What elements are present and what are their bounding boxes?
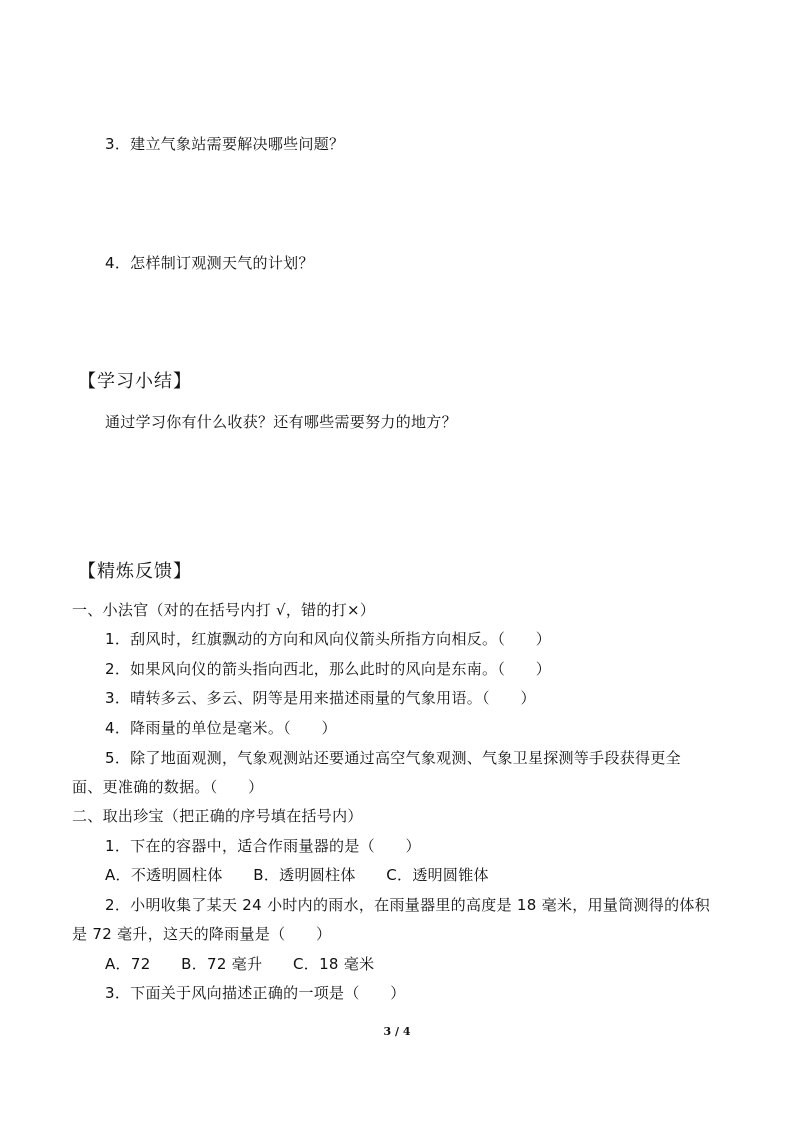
part2-title: 二、取出珍宝（把正确的序号填在括号内）	[72, 807, 363, 825]
part2-item-2-cont: 是 72 毫升，这天的降雨量是（ ）	[72, 925, 332, 943]
question-4: 4．怎样制订观测天气的计划？	[105, 254, 314, 272]
summary-heading: 【学习小结】	[78, 371, 192, 392]
question-3: 3．建立气象站需要解决哪些问题？	[105, 135, 345, 153]
part1-item-2: 2．如果风向仪的箭头指向西北，那么此时的风向是东南。（ ）	[105, 660, 552, 678]
part1-item-5-cont: 面、更准确的数据。（ ）	[72, 778, 264, 796]
part1-item-4: 4．降雨量的单位是毫米。（ ）	[105, 719, 337, 737]
part2-item-1: 1．下在的容器中，适合作雨量器的是（ ）	[105, 837, 421, 855]
part1-item-3: 3．晴转多云、多云、阴等是用来描述雨量的气象用语。（ ）	[105, 689, 536, 707]
part2-item-1-options: A．不透明圆柱体 B．透明圆柱体 C．透明圆锥体	[105, 866, 489, 884]
part1-title: 一、小法官（对的在括号内打 √，错的打×）	[72, 601, 376, 619]
practice-heading: 【精炼反馈】	[78, 561, 192, 582]
summary-prompt: 通过学习你有什么收获？还有哪些需要努力的地方？	[105, 413, 457, 431]
page-number: 3 / 4	[383, 1025, 411, 1038]
part1-item-1: 1．刮风时，红旗飘动的方向和风向仪箭头所指方向相反。（ ）	[105, 630, 552, 648]
part2-item-3: 3．下面关于风向描述正确的一项是（ ）	[105, 984, 406, 1002]
part1-item-5: 5．除了地面观测，气象观测站还要通过高空气象观测、气象卫星探测等手段获得更全	[105, 749, 681, 767]
part2-item-2: 2．小明收集了某天 24 小时内的雨水，在雨量器里的高度是 18 毫米，用量筒测得的体积	[105, 896, 710, 914]
part2-item-2-options: A．72 B．72 毫升 C．18 毫米	[105, 955, 375, 973]
